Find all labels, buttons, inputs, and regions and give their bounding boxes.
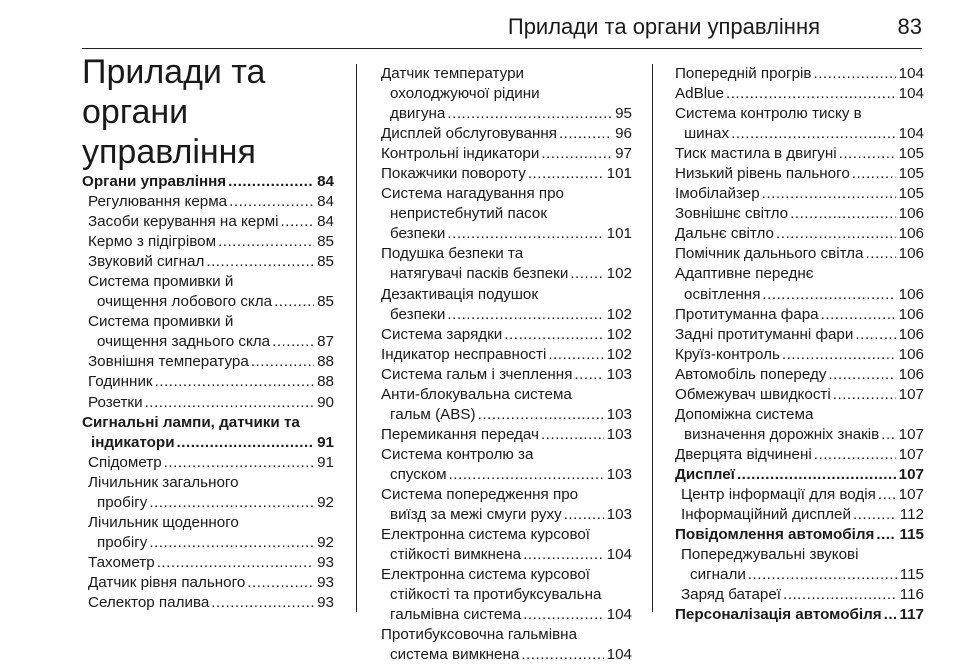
dot-leader — [548, 345, 603, 365]
toc-entry — [82, 393, 334, 413]
toc-entry — [675, 305, 924, 325]
toc-entry-text: Зовнішня температура — [88, 353, 249, 371]
toc-page-number: 104 — [898, 85, 924, 103]
toc-entry — [381, 385, 632, 425]
toc-entry — [82, 192, 334, 212]
toc-entry-text: шинах — [684, 125, 730, 143]
toc-page-number: 103 — [606, 405, 632, 423]
toc-entry — [82, 312, 334, 352]
toc-entry — [675, 264, 924, 304]
dot-leader — [541, 425, 604, 445]
toc-entry — [381, 184, 632, 244]
toc-entry — [381, 445, 632, 485]
toc-page-number: 88 — [317, 353, 334, 371]
toc-page-number: 88 — [317, 373, 334, 391]
toc-page-number: 104 — [898, 125, 924, 143]
toc-page-number: 92 — [317, 493, 334, 511]
toc-entry-text: виїзд за межі смуги руху — [390, 506, 562, 524]
toc-entry-text: Дисплей обслуговування — [381, 125, 557, 143]
toc-page-number: 93 — [317, 553, 334, 571]
toc-entry-text: Система промивки й — [88, 273, 234, 291]
toc-entry-text: очищення заднього скла — [97, 333, 271, 351]
toc-entry-text: Система контролю тиску в — [675, 105, 862, 123]
toc-entry — [82, 272, 334, 312]
dot-leader — [155, 372, 315, 392]
dot-leader — [211, 593, 314, 613]
toc-page-number: 107 — [898, 445, 924, 463]
toc-entry-text: очищення лобового скла — [97, 293, 273, 311]
toc-page-number: 105 — [898, 185, 924, 203]
dot-leader — [164, 453, 314, 473]
toc-entry-text: сигнали — [690, 566, 746, 584]
dot-leader — [782, 345, 896, 365]
toc-page-number: 107 — [898, 385, 924, 403]
dot-leader — [731, 124, 896, 144]
toc-page-number: 85 — [317, 233, 334, 251]
toc-entry-text: пробігу — [97, 493, 148, 511]
toc-entry — [381, 144, 632, 164]
toc-entry — [675, 204, 924, 224]
toc-entry-text: Імобілайзер — [675, 185, 760, 203]
toc-entry-text: Індикатор несправності — [381, 345, 547, 363]
dot-leader — [145, 393, 315, 413]
toc-entry-text: Перемикання передач — [381, 425, 539, 443]
dot-leader — [881, 425, 895, 445]
toc-entry-text: стійкості вимкнена — [390, 546, 522, 564]
toc-entry — [675, 144, 924, 164]
toc-entry-text: Електронна система курсової — [381, 566, 591, 584]
chapter-title-line: управління — [82, 133, 256, 171]
toc-entry-text: натягувачі пасків безпеки — [390, 265, 569, 283]
dot-leader — [447, 305, 603, 325]
toc-entry — [82, 453, 334, 473]
dot-leader — [523, 605, 604, 625]
dot-leader — [828, 365, 895, 385]
toc-entry — [675, 485, 924, 505]
dot-leader — [281, 212, 315, 232]
dot-leader — [852, 164, 896, 184]
toc-page-number: 104 — [606, 546, 632, 564]
toc-entry-text: Дверцята відчинені — [675, 445, 812, 463]
toc-entry-text: Лічильник щоденного — [88, 513, 239, 531]
toc-entry — [675, 505, 924, 525]
dot-leader — [541, 144, 612, 164]
toc-page-number: 97 — [615, 145, 632, 163]
page-number: 83 — [897, 14, 922, 39]
toc-page-number: 115 — [899, 566, 924, 584]
toc-entry-text: Кермо з підігрівом — [88, 233, 217, 251]
column-divider — [652, 64, 653, 612]
toc-entry-text: Звуковий сигнал — [88, 253, 205, 271]
dot-leader — [726, 84, 896, 104]
toc-page-number: 84 — [317, 213, 334, 231]
toc-entry-text: освітлення — [684, 285, 761, 303]
toc-page-number: 106 — [898, 365, 924, 383]
dot-leader — [272, 332, 314, 352]
toc-entry — [675, 405, 924, 445]
dot-leader — [504, 325, 603, 345]
dot-leader — [447, 104, 612, 124]
toc-entry — [675, 84, 924, 104]
toc-entry-text: Дезактивація подушок — [381, 285, 538, 303]
toc-entry — [82, 513, 334, 553]
dot-leader — [229, 192, 314, 212]
toc-entry-text: Регулювання керма — [88, 193, 228, 211]
toc-column-1 — [82, 172, 334, 613]
toc-page-number: 106 — [898, 325, 924, 343]
toc-entry-text: Круїз-контроль — [675, 345, 780, 363]
toc-entry-text: Низький рівень пального — [675, 165, 850, 183]
dot-leader — [814, 445, 896, 465]
toc-entry — [381, 124, 632, 144]
toc-entry — [675, 345, 924, 365]
toc-entry — [675, 164, 924, 184]
toc-entry-text: непристебнутий пасок — [390, 205, 547, 223]
toc-entry — [675, 445, 924, 465]
dot-leader — [855, 325, 895, 345]
toc-entry-text: Інформаційний дисплей — [681, 506, 851, 524]
toc-entry-text: Обмежувач швидкості — [675, 385, 831, 403]
toc-entry — [381, 525, 632, 565]
toc-entry — [675, 365, 924, 385]
toc-page-number: 85 — [317, 293, 334, 311]
dot-leader — [478, 405, 604, 425]
toc-entry — [675, 64, 924, 84]
toc-page-number: 107 — [898, 465, 924, 483]
toc-entry-text: Анти-блокувальна система — [381, 385, 572, 403]
toc-entry — [82, 232, 334, 252]
dot-leader — [564, 505, 604, 525]
toc-page-number: 105 — [898, 165, 924, 183]
dot-leader — [570, 264, 603, 284]
dot-leader — [157, 553, 314, 573]
toc-entry-text: стійкості та протибуксувальна — [390, 586, 602, 604]
toc-entry-text: гальм (ABS) — [390, 405, 476, 423]
toc-page-number: 87 — [317, 333, 334, 351]
chapter-title-line: Прилади та органи — [82, 53, 266, 131]
toc-page-number: 91 — [317, 453, 334, 471]
toc-entry — [82, 573, 334, 593]
toc-page-number: 93 — [317, 593, 334, 611]
toc-entry — [381, 164, 632, 184]
toc-entry — [381, 625, 632, 665]
toc-entry-text: Задні протитуманні фари — [675, 325, 854, 343]
dot-leader — [177, 433, 315, 453]
toc-entry-text: охолоджуючої рідини — [390, 85, 540, 103]
toc-entry-text: AdBlue — [675, 85, 724, 103]
toc-page-number: 103 — [606, 425, 632, 443]
toc-page-number: 92 — [317, 533, 334, 551]
toc-entry — [381, 365, 632, 385]
toc-page-number: 90 — [317, 393, 334, 411]
toc-entry — [675, 184, 924, 204]
chapter-title — [82, 52, 352, 172]
toc-page-number: 104 — [606, 606, 632, 624]
dot-leader — [247, 573, 314, 593]
toc-entry — [82, 252, 334, 272]
toc-entry-text: Зовнішнє світло — [675, 205, 789, 223]
toc-page-number: 106 — [898, 205, 924, 223]
dot-leader — [149, 493, 314, 513]
dot-leader — [762, 285, 895, 305]
toc-entry-text: Розетки — [88, 393, 143, 411]
page-header — [82, 4, 922, 49]
toc-entry-text: Годинник — [88, 373, 153, 391]
toc-page-number: 102 — [606, 345, 632, 363]
toc-page-number: 106 — [898, 225, 924, 243]
toc-entry-text: Протитуманна фара — [675, 305, 819, 323]
toc-entry-text: Повідомлення автомобіля — [675, 526, 875, 544]
toc-entry-text: Система попередження про — [381, 485, 579, 503]
toc-page-number: 84 — [317, 173, 334, 190]
toc-section-heading — [82, 413, 334, 453]
toc-entry — [381, 325, 632, 345]
toc-entry-text: Спідометр — [88, 453, 162, 471]
toc-column-3 — [675, 64, 924, 625]
dot-leader — [737, 465, 896, 485]
toc-page-number: 112 — [899, 506, 924, 524]
toc-page-number: 107 — [898, 485, 924, 503]
dot-leader — [528, 164, 604, 184]
dot-leader — [878, 485, 896, 505]
toc-entry-text: Датчик температури — [381, 65, 524, 82]
toc-entry-text: гальмівна система — [390, 606, 522, 624]
dot-leader — [866, 244, 896, 264]
toc-entry — [82, 473, 334, 513]
column-divider — [356, 64, 357, 612]
toc-entry — [82, 352, 334, 372]
toc-page-number: 106 — [898, 345, 924, 363]
dot-leader — [251, 352, 314, 372]
dot-leader — [876, 525, 896, 545]
toc-entry-text: пробігу — [97, 533, 148, 551]
dot-leader — [149, 533, 314, 553]
toc-section-heading — [675, 605, 924, 625]
toc-page-number: 84 — [317, 193, 334, 211]
toc-page-number: 85 — [317, 253, 334, 271]
toc-entry — [381, 565, 632, 625]
toc-entry — [675, 545, 924, 585]
dot-leader — [884, 605, 897, 625]
dot-leader — [839, 144, 896, 164]
toc-page-number: 103 — [606, 365, 632, 383]
toc-entry-text: Сигнальні лампи, датчики та — [82, 413, 300, 431]
dot-leader — [206, 252, 314, 272]
toc-entry — [381, 485, 632, 525]
toc-page-number: 106 — [898, 245, 924, 263]
dot-leader — [821, 305, 896, 325]
toc-entry-text: Персоналізація автомобіля — [675, 606, 882, 624]
toc-entry — [675, 244, 924, 264]
toc-entry — [82, 212, 334, 232]
toc-page-number: 115 — [899, 526, 924, 544]
toc-entry-text: безпеки — [390, 225, 446, 243]
toc-page-number: 95 — [615, 105, 632, 123]
dot-leader — [833, 385, 896, 405]
toc-entry-text: Подушка безпеки та — [381, 245, 524, 263]
toc-entry-text: Попередній прогрів — [675, 65, 812, 82]
toc-page-number: 103 — [606, 465, 632, 483]
toc-entry — [675, 385, 924, 405]
dot-leader — [853, 505, 897, 525]
toc-entry-text: двигуна — [390, 105, 446, 123]
toc-entry-text: система вимкнена — [390, 646, 520, 664]
toc-page-number: 105 — [898, 145, 924, 163]
toc-page-number: 106 — [898, 305, 924, 323]
toc-entry-text: Адаптивне переднє — [675, 265, 814, 283]
toc-entry-text: Автомобіль попереду — [675, 365, 827, 383]
toc-page-number: 102 — [606, 325, 632, 343]
toc-entry-text: Система гальм і зчеплення — [381, 365, 573, 383]
toc-section-heading — [82, 172, 334, 192]
toc-column-2 — [381, 64, 632, 665]
toc-page-number: 101 — [606, 225, 632, 243]
toc-entry-text: Датчик рівня пального — [88, 573, 246, 591]
dot-leader — [790, 204, 896, 224]
dot-leader — [523, 545, 604, 565]
dot-leader — [762, 184, 896, 204]
toc-entry — [381, 285, 632, 325]
toc-entry — [82, 372, 334, 392]
toc-entry-text: Помічник дальнього світла — [675, 245, 864, 263]
toc-entry-text: Система зарядки — [381, 325, 503, 343]
dot-leader — [776, 224, 896, 244]
toc-entry-text: Лічильник загального — [88, 473, 239, 491]
toc-entry — [82, 593, 334, 613]
toc-entry-text: Дальнє світло — [675, 225, 775, 243]
toc-entry-text: Органи управління — [82, 173, 227, 190]
toc-entry-text: Система промивки й — [88, 313, 234, 331]
toc-entry-text: визначення дорожніх знаків — [684, 425, 880, 443]
dot-leader — [521, 645, 603, 665]
toc-entry — [675, 104, 924, 144]
toc-entry-text: Контрольні індикатори — [381, 145, 540, 163]
toc-page-number: 91 — [317, 433, 334, 451]
dot-leader — [274, 292, 314, 312]
toc-entry — [381, 425, 632, 445]
dot-leader — [228, 172, 314, 192]
toc-entry — [675, 224, 924, 244]
toc-entry-text: безпеки — [390, 305, 446, 323]
toc-page-number: 116 — [899, 586, 924, 604]
toc-section-heading — [675, 525, 924, 545]
dot-leader — [783, 585, 897, 605]
dot-leader — [447, 224, 603, 244]
dot-leader — [218, 232, 314, 252]
toc-page-number: 102 — [606, 265, 632, 283]
toc-entry-text: Протибуксовочна гальмівна — [381, 626, 578, 644]
toc-page-number: 96 — [615, 125, 632, 143]
toc-page-number: 104 — [898, 65, 924, 82]
toc-entry-text: Дисплеї — [675, 465, 735, 483]
toc-page-number: 101 — [606, 165, 632, 183]
toc-entry-text: Попереджувальні звукові — [681, 546, 859, 564]
toc-page-number: 107 — [898, 425, 924, 443]
toc-entry-text: Заряд батареї — [681, 586, 782, 604]
dot-leader — [574, 365, 603, 385]
dot-leader — [748, 565, 897, 585]
toc-entry-text: Тахометр — [88, 553, 155, 571]
toc-entry — [675, 325, 924, 345]
toc-entry-text: Селектор палива — [88, 593, 210, 611]
header-title: Прилади та органи управління — [507, 14, 820, 39]
toc-section-heading — [675, 465, 924, 485]
dot-leader — [449, 465, 604, 485]
dot-leader — [559, 124, 612, 144]
toc-entry — [82, 553, 334, 573]
toc-entry-text: Електронна система курсової — [381, 526, 591, 544]
toc-entry — [381, 345, 632, 365]
toc-entry — [381, 64, 632, 124]
toc-entry-text: Допоміжна система — [675, 405, 814, 423]
toc-entry-text: Засоби керування на кермі — [88, 213, 279, 231]
toc-entry-text: індикатори — [91, 433, 175, 451]
toc-entry-text: Система нагадування про — [381, 185, 565, 203]
toc-entry-text: Покажчики повороту — [381, 165, 526, 183]
toc-page-number: 102 — [606, 305, 632, 323]
toc-page-number: 106 — [898, 285, 924, 303]
toc-page-number: 103 — [606, 506, 632, 524]
dot-leader — [813, 64, 895, 84]
toc-page-number: 117 — [899, 606, 924, 624]
toc-entry — [381, 244, 632, 284]
toc-page-number: 93 — [317, 573, 334, 591]
toc-entry — [675, 585, 924, 605]
toc-page-number: 104 — [606, 646, 632, 664]
toc-entry-text: Система контролю за — [381, 445, 534, 463]
toc-entry-text: Центр інформації для водія — [681, 485, 876, 503]
toc-entry-text: Тиск мастила в двигуні — [675, 145, 837, 163]
toc-entry-text: спуском — [390, 465, 447, 483]
